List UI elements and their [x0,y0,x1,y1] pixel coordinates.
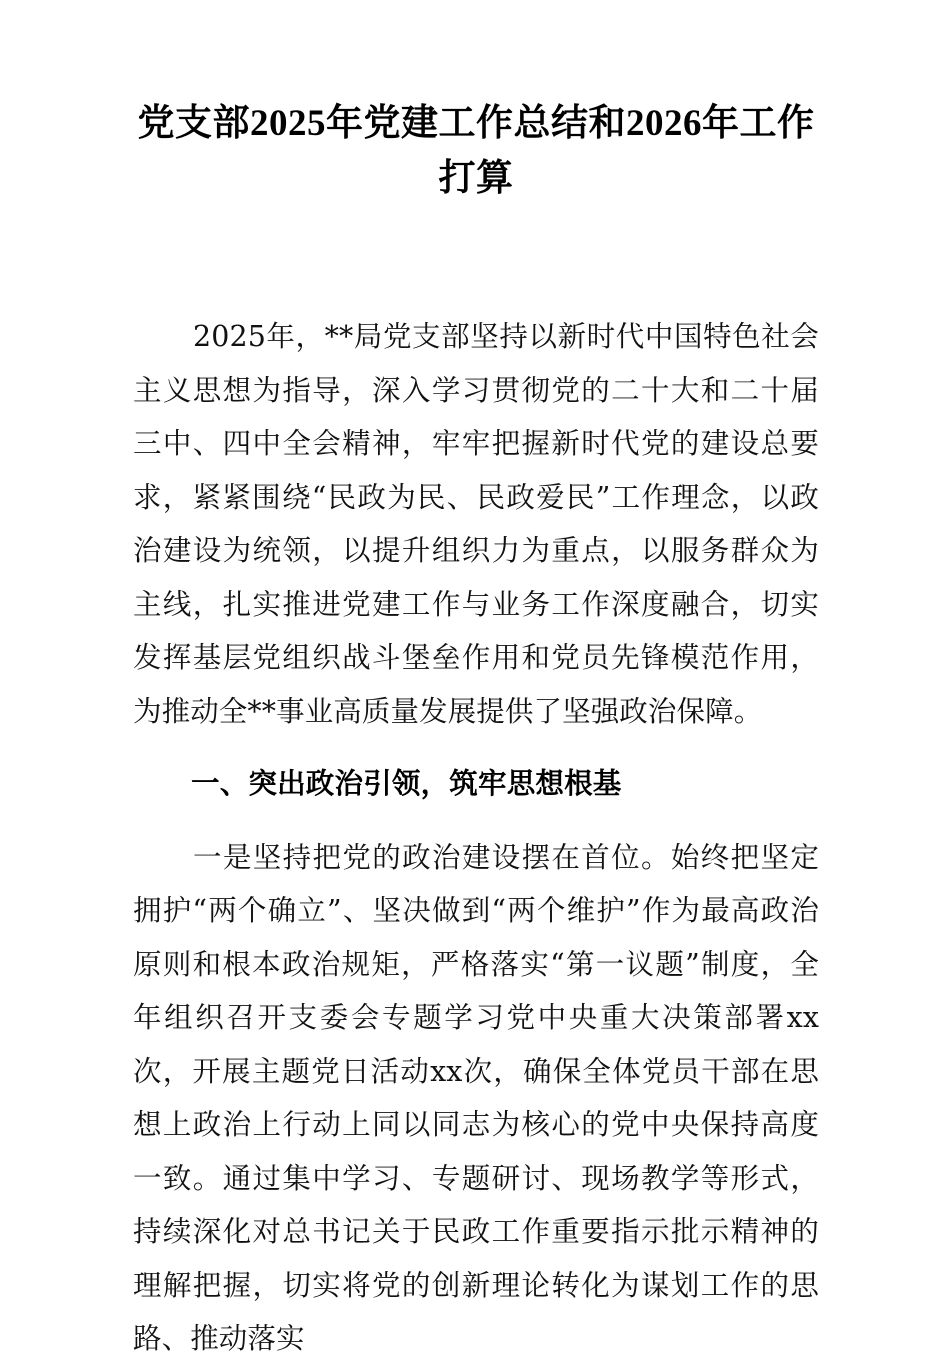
section-one-paragraph: 一是坚持把党的政治建设摆在首位。始终把坚定拥护“两个确立”、坚决做到“两个维护”作为最高政治原则和根本政治规矩，严格落实“第一议题”制度，全年组织召开支委会专题学习党中央重大决策部署xx次，开展主题党日活动xx次，确保全体党员干部在思想上政治上行动上同以同志为核心的党中央保持高度一致。通过集中学习、专题研讨、现场教学等形式，持续深化对总书记关于民政工作重要指示批示精神的理解把握，切实将党的创新理论转化为谋划工作的思路、推动落实 [133,840,819,1355]
section-heading-one: 一、突出政治引领，筑牢思想根基 [191,768,622,800]
page-title: 党支部2025年党建工作总结和2026年工作打算 [137,103,815,199]
document-content-column [133,0,819,1366]
heading-spacer [133,812,819,831]
intro-paragraph: 2025年，**局党支部坚持以新时代中国特色社会主义思想为指导，深入学习贯彻党的二十大和二十届三中、四中全会精神，牢牢把握新时代党的建设总要求，紧紧围绕“民政为民、民政爱民”工作理念，以政治建设为统领，以提升组织力为重点，以服务群众为主线，扎实推进党建工作与业务工作深度融合，切实发挥基层党组织战斗堡垒作用和党员先锋模范作用，为推动全**事业高质量发展提供了坚强政治保障。 [133,320,819,728]
